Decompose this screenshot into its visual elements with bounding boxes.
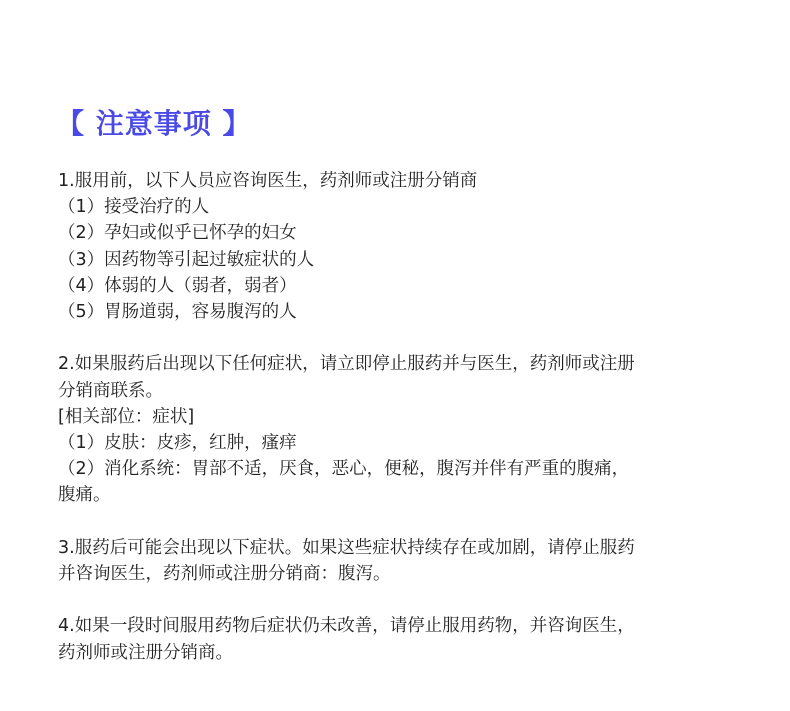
section-pre-use [58, 168, 738, 325]
list-item: （2）消化系统：胃部不适，厌食，恶心，便秘，腹泻并伴有严重的腹痛， [58, 459, 630, 480]
list-item: （5）胃肠道弱，容易腹泻的人 [58, 302, 297, 323]
section-4-text-cont: 药剂师或注册分销商。 [58, 642, 233, 663]
list-item: （1）皮肤：皮疹，红肿，瘙痒 [58, 433, 297, 454]
list-item: （3）因药物等引起过敏症状的人 [58, 249, 315, 270]
section-4-text: 4.如果一段时间服用药物后症状仍未改善，请停止服用药物，并咨询医生， [58, 616, 635, 637]
list-item-cont: 腹痛。 [58, 485, 111, 506]
section-no-improvement [58, 613, 738, 665]
precautions-content [58, 168, 738, 692]
section-possible-symptoms [58, 535, 738, 587]
symptom-table-header: [相关部位：症状] [58, 406, 195, 427]
page-title: 【 注意事项 】 [56, 107, 252, 140]
section-2-heading-cont: 分销商联系。 [58, 380, 163, 401]
section-adverse-symptoms [58, 351, 738, 508]
section-2-heading: 2.如果服药后出现以下任何症状，请立即停止服药并与医生，药剂师或注册 [58, 354, 635, 375]
list-item: （1）接受治疗的人 [58, 197, 210, 218]
list-item: （2）孕妇或似乎已怀孕的妇女 [58, 223, 297, 244]
section-3-text: 3.服药后可能会出现以下症状。如果这些症状持续存在或加剧，请停止服药 [58, 537, 635, 558]
section-1-heading: 1.服用前，以下人员应咨询医生，药剂师或注册分销商 [58, 171, 478, 191]
list-item: （4）体弱的人（弱者，弱者） [58, 275, 297, 296]
section-3-text-cont: 并咨询医生，药剂师或注册分销商：腹泻。 [58, 564, 391, 585]
